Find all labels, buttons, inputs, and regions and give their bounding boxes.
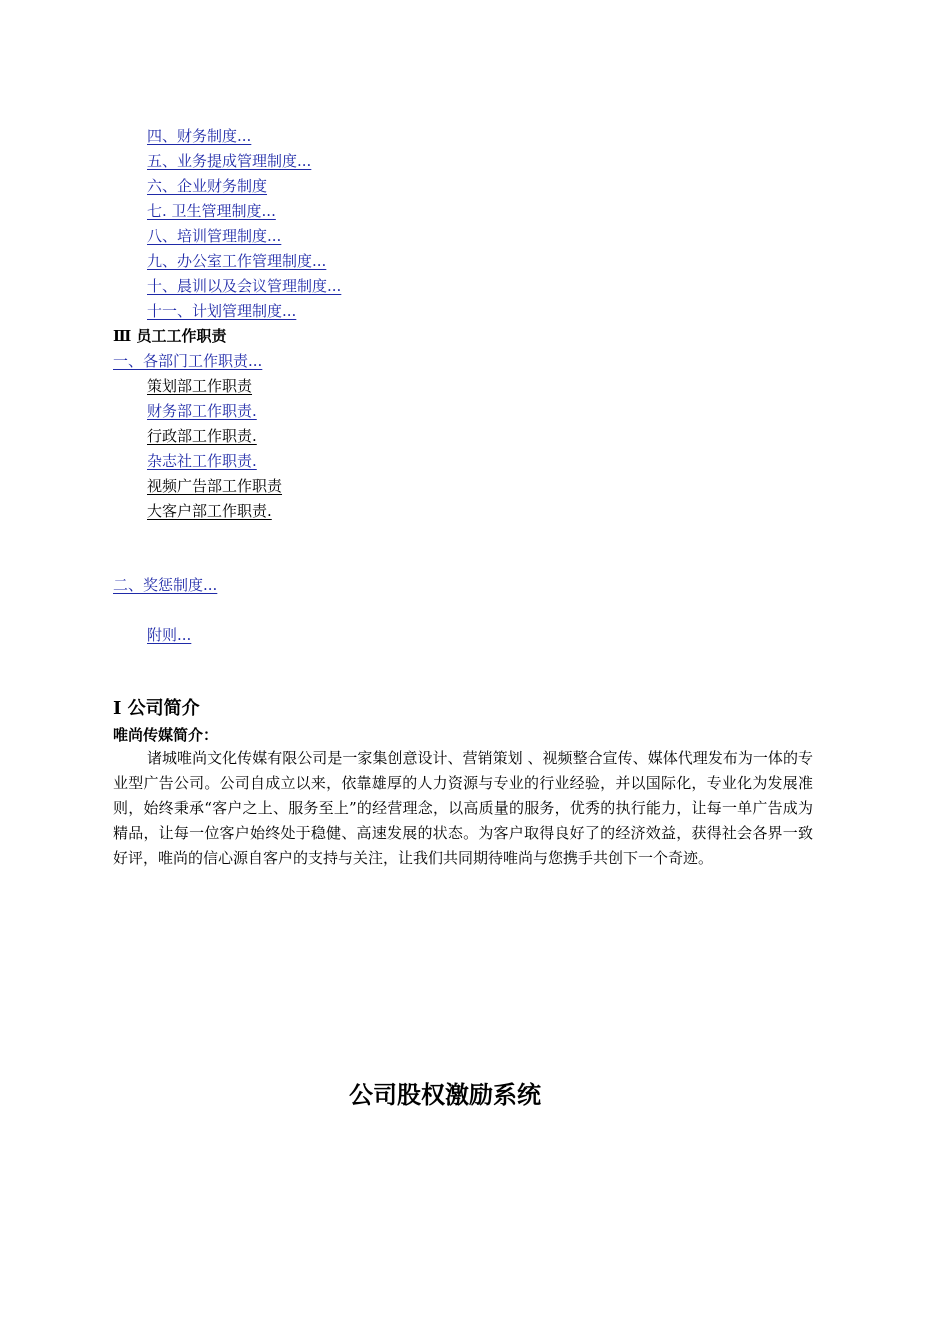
toc-link[interactable]: 七. 卫生管理制度... (147, 202, 276, 220)
toc-link[interactable]: 八、培训管理制度... (147, 227, 282, 245)
toc-item-planning[interactable] (147, 301, 296, 321)
toc-item-admin-dept[interactable] (147, 426, 257, 446)
toc-item-rewards[interactable] (113, 575, 217, 595)
toc-item-appendix[interactable] (147, 625, 191, 645)
toc-link[interactable]: 十一、计划管理制度... (147, 302, 297, 320)
toc-item-meetings[interactable] (147, 276, 341, 296)
toc-item-planning-dept[interactable] (147, 376, 252, 396)
page-title: 公司股权激励系统 (349, 1080, 541, 1109)
toc-item-office[interactable] (147, 251, 326, 271)
toc-link[interactable]: 策划部工作职责 (147, 377, 253, 395)
toc-link[interactable]: 四、财务制度... (147, 127, 252, 145)
toc-link[interactable]: 九、办公室工作管理制度... (147, 252, 327, 270)
toc-item-dept-duties[interactable] (113, 351, 262, 371)
toc-link[interactable]: 财务部工作职责. (147, 402, 257, 420)
section-title: I 公司简介 (113, 698, 200, 719)
toc-link[interactable]: 一、各部门工作职责... (113, 352, 263, 370)
toc-link[interactable]: 附则... (147, 626, 192, 644)
toc-link[interactable]: 五、业务提成管理制度... (147, 152, 312, 170)
section-subtitle: 唯尚传媒简介： (113, 726, 219, 744)
toc-link[interactable]: 二、奖惩制度... (113, 576, 218, 594)
toc-item-commission[interactable] (147, 151, 311, 171)
toc-link[interactable]: 行政部工作职责. (147, 427, 257, 445)
toc-item-video-dept[interactable] (147, 476, 282, 496)
toc-link[interactable]: 十、晨训以及会议管理制度... (147, 277, 342, 295)
toc-item-finance-dept[interactable] (147, 401, 257, 421)
part3-heading: Ⅲ 员工工作职责 (113, 327, 227, 345)
company-intro-paragraph: 诸城唯尚文化传媒有限公司是一家集创意设计、营销策划 、视频整合宣传、媒体代理发布为一体的专业型广告公司。公司自成立以来，依靠雄厚的人力资源与专业的行业经验，并以国际化，专业化为发展准则，始终秉承“客户之上、服务至上”的经营理念，以高质量的服务，优秀的执行能力，让每一单广告成为精品，让每一位客户始终处于稳健、高速发展的状态。为客户取得良好了的经济效益，获得社会各界一致好评，唯尚的信心源自客户的支持与关注，让我们共同期待唯尚与您携手共创下一个奇迹。 (113, 749, 813, 867)
toc-item-finance[interactable] (147, 126, 251, 146)
toc-item-enterprise-finance[interactable] (147, 176, 267, 196)
toc-link[interactable]: 六、企业财务制度 (147, 177, 268, 195)
toc-item-key-account-dept[interactable] (147, 501, 272, 521)
toc-item-magazine-dept[interactable] (147, 451, 257, 471)
toc-item-training[interactable] (147, 226, 281, 246)
toc-link[interactable]: 大客户部工作职责. (147, 502, 272, 520)
toc-link[interactable]: 视频广告部工作职责 (147, 477, 283, 495)
toc-item-hygiene[interactable] (147, 201, 276, 221)
toc-link[interactable]: 杂志社工作职责. (147, 452, 257, 470)
